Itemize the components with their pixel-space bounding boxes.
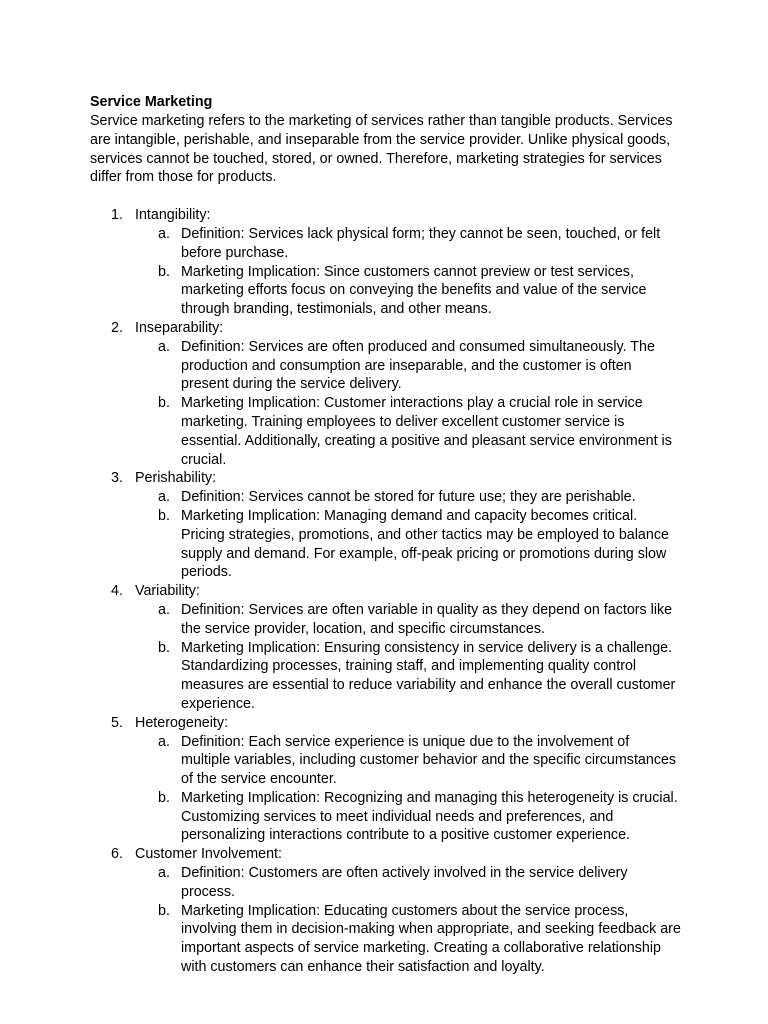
point-item — [90, 733, 681, 789]
point-list — [90, 733, 688, 846]
topic-number: 4. — [111, 583, 123, 600]
point-text: Definition: Services cannot be stored for future use; they are perishable. — [181, 489, 636, 506]
point-letter: a. — [158, 338, 170, 355]
point-letter: a. — [158, 489, 170, 506]
point-text: Definition: Each service experience is unique due to the involvement of multiple variables, including customer behavior and the specific circumstances of the service encounter. — [181, 733, 677, 788]
point-item — [90, 338, 681, 394]
point-list — [90, 488, 688, 582]
topic-item — [90, 469, 688, 582]
point-text: Definition: Services lack physical form; they cannot be seen, touched, or felt before purchase. — [181, 225, 661, 261]
point-letter: a. — [158, 733, 170, 750]
point-item — [90, 789, 681, 845]
point-list — [90, 338, 688, 470]
topic-label: Variability: — [135, 583, 200, 600]
point-text: Definition: Customers are often actively involved in the service delivery process. — [181, 865, 628, 900]
topic-label: Inseparability: — [135, 319, 224, 336]
topic-number: 1. — [111, 207, 123, 224]
point-text: Marketing Implication: Ensuring consistency in service delivery is a challenge. Standardizing processes, training staff, and implementing quality control measures are essential to reduce variability and enhance the overall customer experience. — [181, 639, 676, 712]
point-text: Marketing Implication: Educating customers about the service process, involving them in decision-making when appropriate, and seeking feedback are important aspects of service marketing. Creating a collaborative relationship with customers can enhance their satisfaction and loyalty. — [181, 902, 681, 976]
point-item — [90, 263, 681, 319]
document-title: Service Marketing — [90, 94, 213, 110]
point-letter: b. — [158, 507, 170, 524]
point-item — [90, 864, 681, 902]
point-list — [90, 601, 688, 714]
topic-number: 3. — [111, 470, 123, 487]
point-text: Marketing Implication: Managing demand and capacity becomes critical. Pricing strategies, promotions, and other tactics may be employed to balance supply and demand. For example, off-peak pricing or promotions during slow periods. — [181, 507, 669, 581]
point-text: Marketing Implication: Customer interactions play a crucial role in service marketing. Training employees to deliver excellent customer service is essential. Additionally, creating a positive and pleasant service environment is crucial. — [181, 395, 672, 468]
point-letter: b. — [158, 789, 170, 806]
topic-heading — [90, 582, 688, 601]
point-letter: b. — [158, 395, 170, 412]
point-item — [90, 225, 681, 263]
topic-label: Heterogeneity: — [135, 714, 228, 731]
point-item — [90, 394, 681, 469]
topic-number: 5. — [111, 714, 123, 731]
topic-heading — [90, 206, 688, 225]
topic-label: Intangibility: — [135, 207, 211, 224]
point-item — [90, 507, 681, 582]
intro-paragraph: Service marketing refers to the marketing of services rather than tangible products. Services are intangible, perishable, and inseparable from the service provider. Unlike physical goods, services cannot be touched, stored, or owned. Therefore, marketing strategies for services differ from those for products. — [90, 113, 673, 186]
topic-number: 2. — [111, 319, 123, 336]
topic-label: Customer Involvement: — [135, 846, 282, 863]
point-item — [90, 601, 681, 639]
point-letter: b. — [158, 639, 170, 656]
topic-label: Perishability: — [135, 470, 217, 487]
point-text: Marketing Implication: Recognizing and managing this heterogeneity is crucial. Customizing services to meet individual needs and preferences, and personalizing interactions contribute to a positive customer experience. — [181, 789, 678, 844]
topic-heading — [90, 319, 688, 338]
topic-item — [90, 319, 688, 469]
point-text: Marketing Implication: Since customers cannot preview or test services, marketing efforts focus on conveying the benefits and value of the service through branding, testimonials, and other means. — [181, 263, 647, 318]
point-letter: b. — [158, 902, 170, 919]
point-item — [90, 902, 681, 977]
topic-heading — [90, 714, 688, 733]
point-item — [90, 488, 681, 507]
topic-heading — [90, 469, 688, 488]
topic-item — [90, 206, 688, 319]
topic-list — [90, 206, 688, 977]
topic-item — [90, 714, 688, 846]
point-letter: a. — [158, 601, 170, 618]
point-letter: a. — [158, 225, 170, 242]
point-letter: a. — [158, 865, 170, 882]
point-letter: b. — [158, 263, 170, 280]
point-list — [90, 225, 688, 319]
topic-heading — [90, 845, 688, 864]
point-item — [90, 639, 681, 714]
topic-item — [90, 845, 688, 977]
point-text: Definition: Services are often produced and consumed simultaneously. The production and consumption are inseparable, and the customer is often present during the service delivery. — [181, 338, 655, 393]
topic-number: 6. — [111, 846, 123, 863]
topic-item — [90, 582, 688, 714]
point-list — [90, 864, 688, 977]
point-text: Definition: Services are often variable in quality as they depend on factors like the service provider, location, and specific circumstances. — [181, 601, 673, 637]
